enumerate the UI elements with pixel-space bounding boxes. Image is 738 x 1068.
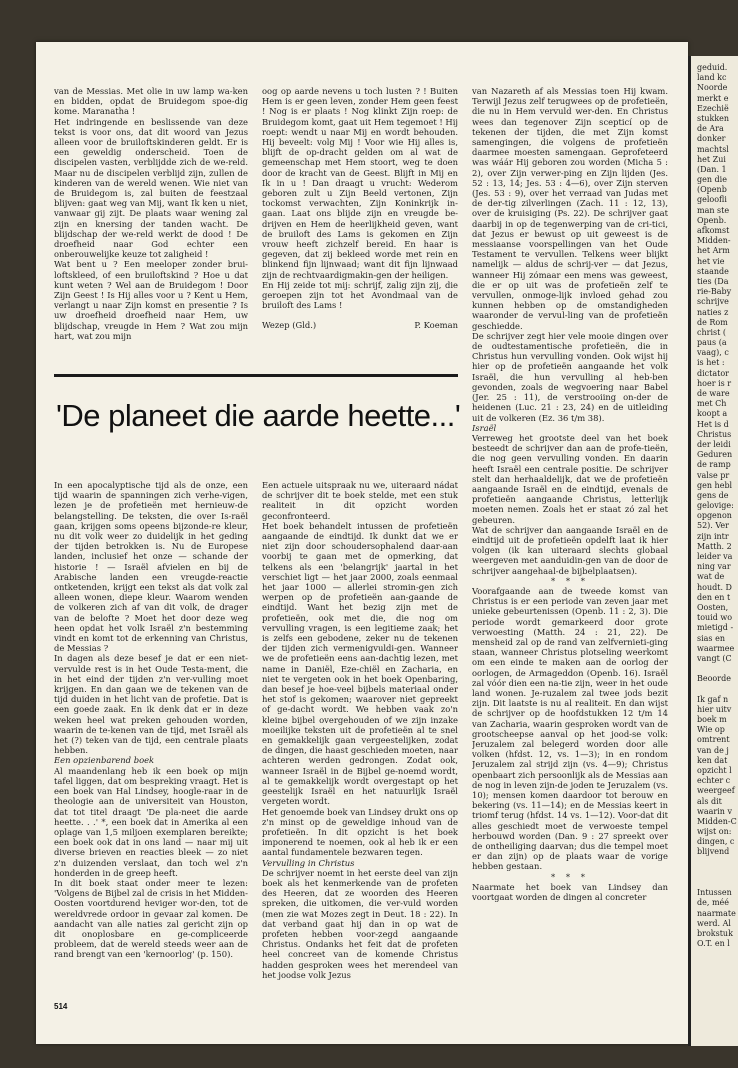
- section-subheading: Israël: [472, 422, 497, 433]
- article-column-3: [472, 86, 668, 988]
- text-fragment: [697, 684, 738, 694]
- text-fragment: Openb.: [697, 215, 727, 225]
- text-fragment: 52). Ver: [697, 521, 729, 531]
- text-fragment: O.T. en l: [697, 939, 730, 949]
- section-divider: [54, 374, 458, 377]
- text-fragment: Matth. 2: [697, 541, 732, 551]
- text-fragment: Christus: [697, 429, 732, 439]
- text-fragment: wijst on:: [697, 827, 732, 837]
- text-fragment: donker: [697, 134, 726, 144]
- paragraph: In dit boek staat onder meer te lezen: 'Volgens de Bijbel zal de crisis in het Midden-Oosten voortdurend heviger wor-den, tot de wereldvrede ordoor in gevaar zal komen. De aandacht van alle naties zal gericht zijn op dit onoplosbare en ge-compliceerde probleem, dat de wereld steeds weer aan de rand brengt van een 'kernoorlog' (p. 150).: [54, 877, 248, 960]
- paragraph: Verreweg het grootste deel van het boek besteedt de schrijver dan aan de profe-tieën, die nog geen vervulling vonden. En daarin heeft Israël een centrale positie. De schrijver stelt dan herhaaldelijk, dat we de profetieën aangaande Israël en de eindtijd, evenals de profetieën aangaande Christus, letterlijk moeten nemen. Zoals het er staat zó zal het gebeuren.: [472, 432, 668, 525]
- text-fragment: Wie op: [697, 725, 725, 735]
- text-fragment: gelovige:: [697, 501, 734, 511]
- text-fragment: Beoorde: [697, 674, 731, 684]
- text-fragment: valse pr: [697, 470, 730, 480]
- article-column-1: [54, 480, 248, 988]
- signature-name: P. Koeman: [414, 320, 458, 331]
- text-fragment: het vie: [697, 256, 725, 266]
- next-page-edge: [688, 56, 738, 1046]
- section-break: * * *: [551, 575, 589, 586]
- text-fragment: met Ch: [697, 399, 727, 409]
- paragraph: Wat de schrijver dan aangaande Israël en de eindtijd uit de profetieën opdelft laat ik hier volgen (ik kan uiteraard slechts globaal weergeven met aanduidin-gen van de door de schrijver aangehaal-de bijbelplaatsen).: [472, 524, 668, 576]
- text-fragment: touid wo: [697, 613, 733, 623]
- text-fragment: mietigd -: [697, 623, 734, 633]
- article-column-2: [262, 480, 458, 988]
- text-fragment: paus (a: [697, 338, 727, 348]
- signature: [262, 320, 458, 330]
- paragraph: Wat bent u ? Een meeloper zonder brui-loftskleed, of een bruiloftskind ? Hoe u dat kunt weten ? Wel aan de Bruidegom ! Door Zijn Geest ! Is Hij alles voor u ? Kent u Hem, verlangt u naar Zijn komst en presentie ? Is uw droefheid droefheid naar Hem, uw blijdschap, vreugde in Hem ? Wat zou mijn hart, wat zou mijn: [54, 259, 248, 341]
- article-headline: 'De planeet die aarde heette...': [56, 398, 461, 433]
- text-fragment: rie-Baby: [697, 287, 732, 297]
- text-fragment: machtsl: [697, 144, 729, 154]
- text-fragment: opgenon: [697, 511, 732, 521]
- text-fragment: leider va: [697, 552, 733, 561]
- text-fragment: wat de: [697, 572, 725, 582]
- text-fragment: de Rom: [697, 317, 728, 327]
- text-fragment: koopt a: [697, 409, 728, 419]
- text-fragment: werd. Al: [697, 918, 731, 928]
- paragraph: In dagen als deze besef je dat er een niet-vervulde rest is in het Oude Testa-ment, die in het eind der tijden z'n ver-vulling moet krijgen. En dan gaan we de tekenen van de tijd duiden in het licht van de profetie. Dat is een goede zaak. En ik denk dat er in deze weken heel wat preken gehouden worden, waarin de te-kenen van de tijd, met Israël als het (?) teken van de tijd, een centrale plaats hebben.: [54, 653, 248, 756]
- text-fragment: geloofli: [697, 195, 727, 205]
- text-fragment: blijvend: [697, 847, 730, 857]
- text-fragment: omtrent: [697, 735, 730, 745]
- text-fragment: het Zui: [697, 154, 726, 164]
- section-break: * * *: [551, 871, 589, 882]
- paragraph: Het boek behandelt intussen de profetieën aangaande de eindtijd. Ik dunkt dat we er niet zijn door schoudersophalend daar-aan voorbij te gaan met de opmerking, dat telkens als een 'belangrijk' jaartal in het verschiet ligt — het jaar 2000, zoals eenmaal het jaar 1000 — allerlei stromin-gen zich werpen op de profetieën aan-gaande de eindtijd. Want het bezig zijn met de profetieën, ook met die, die nog om vervulling vragen, is een legitieme zaak; het is zelfs een gebodene, zeker nu de tekenen der tijden zich vermenigvuldi-gen. Wanneer we de profetieën eens aan-dachtig lezen, met name in Daniël, Eze-chiël en Zacharia, en niet te vergeten ook in het boek Openbaring, dan besef je hoe-veel bijbels materiaal onder het stof is gekomen; waarover niet gepreekt of ge-dacht wordt. We hebben vaak zo'n kleine bijbel overgehouden of we zijn inzake moeilijke teksten uit de profetieën al te snel en gemakkelijk gaan vergeestelijken, zodat de dingen, die haast geschieden moeten, naar achteren werden gedrongen. Zodat ook, wanneer Israël in de Bijbel ge-noemd wordt, al te gemakkelijk wordt overgestapt op het geestelijk Israël en het natuurlijk Israël vergeten wordt.: [262, 520, 458, 807]
- text-fragment: van de j: [697, 745, 729, 755]
- text-fragment: brokstuk: [697, 928, 733, 938]
- paragraph: Het indringende en beslissende van deze tekst is voor ons, dat dit woord van Jezus alleen voor de bruiloftskinderen geldt. Er is een geweldig onderscheid. Toen de discipelen vasten, verblijdde zich de we-reld. Maar nu de discipelen verblijd zijn, zullen de kinderen van de wereld wenen. Wie niet van de Bruidegom is, zal buiten de feestzaal blijven: gaat weg van Mij, want Ik ken u niet, vanwaar gij zijt. De plaats waar wening zal zijn en knersing der tanden wacht. De blijdschap der we-reld werkt de dood ! De droefheid naar God echter een onberouwelijke keuze tot zaligheid !: [54, 116, 248, 260]
- section-subheading: Vervulling in Christus: [262, 857, 355, 868]
- text-fragment: gens de: [697, 490, 729, 500]
- paragraph: van Nazareth af als Messias toen Hij kwam. Terwijl Jezus zelf terugwees op de profetieën, die nu in Hem vervuld wer-den. En Christus wees dan tegenover Zijn scepticí op de tekenen der tijden, die met Zijn komst samengingen, die volgens de profetieën daarmee moesten samengaan. Geprofeteerd was wáár Hij geboren zou worden (Micha 5 : 2), over Zijn verwer-ping en Zijn lijden (Jes. 52 : 13, 14; Jes. 53 : 4—6), over Zijn sterven (Jes. 53 : 9), over het verraad van Judas met de der-tig zilverlingen (Zach. 11 : 12, 13), over de kruisiging (Ps. 22). De schrijver gaat daarbij in op de tegenwerping van de cri-tici, dat Jezus er bewust op uit geweest is de messiaanse voorspellingen van het Oude Testament te vervullen. Telkens weer blijkt namelijk — aldus de schrij-ver — dat Jezus, wanneer Hij zómaar een mens was geweest, die er op uit was de profetieën zelf te vervullen, onmoge-lijk invloed gehad zou kunnen hebben op de omstandigheden waaronder de vervul-ling van de profetieën geschiedde.: [472, 86, 668, 331]
- text-fragment: man ste: [697, 205, 730, 215]
- text-fragment: dictator: [697, 368, 729, 378]
- text-fragment: Oosten,: [697, 602, 729, 612]
- text-fragment: Noorde: [697, 83, 728, 93]
- paragraph: Een actuele uitspraak nu we, uiteraard nádat de schrijver dit te boek stelde, met een stuk realiteit in dit opzicht worden geconfronteerd.: [262, 480, 458, 521]
- paragraph: Naarmate het boek van Lindsey dan voortgaat worden de dingen al concreter: [472, 881, 668, 903]
- text-fragment: Midden-: [697, 236, 731, 246]
- article-top-column-2: [262, 86, 458, 331]
- paragraph: van de Messias. Met olie in uw lamp wa-ken en bidden, opdat de Bruidegom spoe-dig kome. Maranatha !: [54, 86, 248, 117]
- text-fragment: vangt (C: [697, 653, 732, 663]
- text-fragment: hier uitv: [697, 704, 732, 714]
- text-fragment: sias en: [697, 633, 725, 643]
- text-fragment: gen die: [697, 175, 727, 185]
- paragraph: Al maandenlang heb ik een boek op mijn tafel liggen, dat om bespreking vraagt. Het is een boek van Hal Lindsey, hoogle-raar in de theologie aan de universiteit van Houston, dat tot titel draagt 'De pla-neet die aarde heette. . .' *, een boek dat in Amerika al een oplage van 1,5 miljoen exemplaren bereikte; een boek ook dat in ons land — naar mij uit diverse brieven en reacties bleek — zo niet z'n duizenden verslaat, dan toch wel z'n honderden in de greep heeft.: [54, 765, 248, 878]
- text-fragment: stukken: [697, 113, 730, 123]
- text-fragment: de ware: [697, 389, 730, 398]
- text-fragment: opzicht l: [697, 765, 732, 775]
- text-fragment: (Openb: [697, 185, 727, 195]
- text-fragment: land kc: [697, 73, 727, 83]
- paragraph: Het genoemde boek van Lindsey drukt ons op z'n minst op de geweldige inhoud van de profetieën. In dit opzicht is het boek imponerend te noemen, ook al heb ik er een aantal fundamentele bezwaren tegen.: [262, 806, 458, 858]
- text-fragment: (Dan. 1: [697, 164, 727, 174]
- text-fragment: Ezechië: [697, 103, 729, 113]
- text-fragment: der leidi: [697, 439, 731, 449]
- text-fragment: ken dat: [697, 755, 728, 765]
- text-fragment: schrijve: [697, 297, 729, 307]
- text-fragment: Midden-C: [697, 816, 737, 826]
- text-fragment: waarin v: [697, 806, 732, 816]
- text-fragment: het Arm: [697, 246, 730, 256]
- text-fragment: afkomst: [697, 226, 730, 235]
- text-fragment: christ (: [697, 327, 726, 337]
- text-fragment: als dit: [697, 796, 722, 806]
- text-fragment: weergeef: [697, 786, 735, 796]
- paragraph: En Hij zeide tot mij: schrijf, zalig zijn zij, die geroepen zijn tot het Avondmaal van de bruiloft des Lams !: [262, 279, 458, 311]
- text-fragment: dingen, c: [697, 837, 735, 847]
- page-number: 514: [54, 1002, 68, 1011]
- paragraph: oog op aarde nevens u toch lusten ? ! Buiten Hem is er geen leven, zonder Hem geen feest ! Nog is er plaats ! Nog klinkt Zijn roep: de Bruidegom komt, gaat uit Hem tegemoet ! Hij roept: wendt u naar Mij en wordt behouden. Hij beveelt: volg Mij ! Voor wie Hij alles is, blijft de op-dracht gelden om al wat de gemeenschap met Hem stoort, weg te doen door de kracht van de Geest. Blijft in Mij en Ik in u ! Dan draagt u vrucht: Wederom geboren zult u Zijn Beeld vertonen, Zijn tockomst verwachten, Zijn Koninkrijk in-gaan. Laat ons blijde zijn en vreugde be-drijven en Hem de heerlijkheid geven, want de bruiloft des Lams is gekomen en Zijn vrouw heeft zichzelf bereid. En haar is gegeven, dat zij bekleed worde met rein en blinkend fijn lijnwaad; want dit fijn lijnwaad zijn de rechtvaardigmakin-gen der heiligen.: [262, 86, 458, 280]
- text-fragment: waarmee: [697, 643, 735, 653]
- text-fragment: Geduren: [697, 450, 733, 460]
- paragraph: In een apocalyptische tijd als de onze, een tijd waarin de spanningen zich verhe-vigen, lezen je de profetieën met hernieuw-de belangstelling. De teksten, die over Is-raël gaan, krijgen soms opeens bijzonde-re kleur, nu dit volk weer zo duidelijk in het geding der tijden betrokken is. Nu de Europese landen, inclusief het onze — schande der historie ! — Israël afvielen en bij de Arabische landen een vreugde-reactie ontketenden, krijgt een tekst als dat volk zal alleen wonen, diepe kleur. Waarom wenden de volkeren zich af van dit volk, de drager van de belofte ? Moet het door deze weg heen opdat het volk Israël z'n bestemming vindt en komt tot de erkenning van Christus, de Messias ?: [54, 480, 248, 654]
- text-fragment: merkt e: [697, 93, 729, 103]
- paragraph: De schrijver noemt in het eerste deel van zijn boek als het kenmerkende van de profeten des Heeren, dat ze woorden des Heeren spreken, die uitkomen, die ver-vuld worden (men zie wat Mozes zegt in Deut. 18 : 22). In dat verband gaat hij dan in op wat de profeten hebben voor-zegd aangaande Christus. Ondanks het feit dat de profeten heel concreet van de komende Christus hadden gesproken wees het merendeel van het joodse volk Jezus: [262, 867, 458, 980]
- text-fragment: naties z: [697, 307, 729, 317]
- text-fragment: den en t: [697, 592, 731, 602]
- text-fragment: ties (Da: [697, 276, 729, 286]
- text-fragment: de Ara: [697, 124, 724, 134]
- text-fragment: vaag), c: [697, 348, 729, 358]
- text-fragment: houdt. D: [697, 582, 732, 592]
- next-page-text-fragments: [691, 63, 738, 949]
- text-fragment: Ik gaf n: [697, 694, 729, 704]
- text-fragment: is het :: [697, 358, 725, 368]
- text-fragment: zijn intr: [697, 531, 729, 541]
- text-fragment: echter c: [697, 776, 731, 786]
- text-fragment: naarmate: [697, 908, 736, 918]
- paragraph: De schrijver zegt hier vele mooie dingen over de oudtestamentische profetieën, die in Christus hun vervulling vonden. Ook wijst hij hier op de profetieën aangaande het volk Israël, die hun vervulling al heb-ben gevonden, zoals de wegvoering naar Babel (Jer. 25 : 11), de verstrooiing on-der de heidenen (Luc. 21 : 23, 24) en de uitleiding uit de volkeren (Ez. 36 t/m 38).: [472, 330, 668, 423]
- section-subheading: Een opzienbarend boek: [54, 755, 155, 766]
- text-fragment: de, méé: [697, 898, 729, 908]
- text-fragment: ning var: [697, 562, 731, 572]
- text-fragment: [697, 858, 738, 868]
- text-fragment: de ramp: [697, 460, 731, 470]
- signature-place: Wezep (Gld.): [262, 320, 317, 331]
- magazine-page: [36, 42, 688, 1044]
- text-fragment: hoer is r: [697, 378, 732, 388]
- paragraph: Voorafgaande aan de tweede komst van Christus is er een periode van zeven jaar met unieke gebeurtenissen (Openb. 11 : 2, 3). Die periode wordt gemarkeerd door grote verwoesting (Matth. 24 : 21, 22). De mensheid zal op de rand van zelfvernieti-ging staan, wanneer Christus plotseling weerkomt om een einde te maken aan de oorlog der oorlogen, de Armageddon (Openb. 16). Israël zal vóór dien een na-tie zijn, weer in het oude land wonen. Je-ruzalem zal twee jods bezit zijn. Dit laatste is nu al realiteit. En dan wijst de schrijver op de hoofdstukken 12 t/m 14 van Zacharia, waarin gesproken wordt van de grootscheepse aanval op het jood-se volk: Jeruzalem zal belegerd worden door alle volken (hfdst. 12, vs. 1—3); in en rondom Jeruzalem zal strijd zijn (vs. 4—9); Christus openbaart zich persoonlijk als de Messias aan de nog in leven zijn-de joden te Jeruzalem (vs. 10); mensen komen daardoor tot berouw en bekering (vs. 11—14); en de Messias keert in triomf terug (hfdst. 14 vs. 1—12). Voor-dat dit alles geschiedt moet de verwoeste tempel herbouwd worden (Dan. 9 : 27 spreekt over de ontheiliging daarvan; dus die tempel moet er dan zijn) op de plaats waar de vorige hebben gestaan.: [472, 585, 668, 872]
- text-fragment: boek m: [697, 715, 727, 724]
- article-top-column-1: [54, 86, 248, 341]
- text-fragment: [697, 664, 738, 674]
- text-fragment: Intussen: [697, 888, 732, 898]
- text-fragment: staande: [697, 266, 729, 276]
- text-fragment: Het is d: [697, 419, 729, 429]
- text-fragment: gen hebl: [697, 480, 733, 490]
- text-fragment: [697, 868, 738, 878]
- text-fragment: [697, 878, 738, 888]
- text-fragment: geduid.: [697, 63, 728, 72]
